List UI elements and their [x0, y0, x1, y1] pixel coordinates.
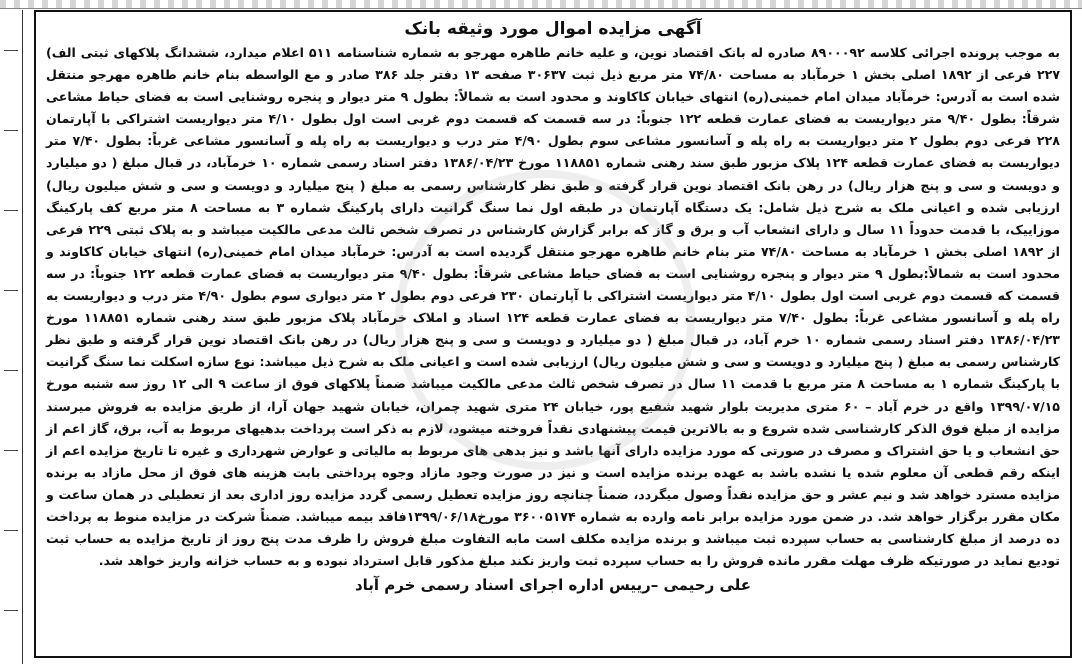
margin-tick	[4, 50, 18, 51]
margin-tick	[4, 210, 18, 211]
margin-tick	[4, 610, 18, 611]
margin-tick	[4, 450, 18, 451]
auction-notice	[34, 10, 1072, 658]
page-top-border	[0, 0, 1082, 9]
notice-title: آگهی مزایده اموال مورد وثیقه بانک	[404, 19, 702, 39]
margin-tick	[4, 530, 18, 531]
notice-signature: علی رحیمی –رییس اداره اجرای اسناد رسمی خرم آباد	[354, 576, 752, 595]
margin-tick	[4, 130, 18, 131]
page-left-margin	[0, 10, 23, 664]
notice-body: به موجب پرونده اجرائی کلاسه ۸۹۰۰۰۹۲ صادره له بانک اقتصاد نوین، و علیه خانم طاهره مهرجو به شماره شناسنامه ۵۱۱ اعلام میدارد، ششدانگ پلاکهای ثبتی الف) ۲۲۷ فرعی از ۱۸۹۲ اصلی بخش ۱ خرمآباد به مساحت ۷۴/۸۰ متر مربع ذیل ثبت ۳۰۶۳۷ صفحه ۱۳ دفتر جلد ۳۸۶ صادر و مع الواسطه بنام خانم طاهره مهرجو منتقل شده است به آدرس: خرمآباد میدان امام خمینی(ره) انتهای خیابان کاکاوند و محدود است به شمالاً: بطول ۹ متر دیوار و پنجره روشنایی است به فضای حیاط مشاعی شرقاً: بطول ۹/۴۰ متر دیواریست به فضای عمارت قطعه ۱۲۲ جنوباً: در سه قسمت که قسمت دوم غربی است اول بطول ۴/۱۰ متر دیواریست اشتراکی با آپارتمان ۲۲۸ فرعی دوم بطول ۲ متر دیواریست به راه پله و آسانسور مشاعی سوم بطول ۴/۹۰ متر درب و دیواریست به راه پله و آسانسور مشاعی غرباً: بطول ۷/۴۰ متر دیواریست به فضای عمارت قطعه ۱۲۴ پلاک مزبور طبق سند رهنی شماره ۱۱۸۸۵۱ مورخ ۱۳۸۶/۰۴/۲۳ دفتر اسناد رسمی شماره ۱۰ خرمآباد، در قبال مبلغ ( دو میلیارد و دویست و سی و پنج هزار ریال) در رهن بانک اقتصاد نوین قرار گرفته و طبق نظر کارشناس رسمی به مبلغ ( پنج میلیارد و دویست و سی و شش میلیون ریال) ارزیابی شده و اعیانی ملک به شرح ذیل شامل: یک دستگاه آپارتمان در طبقه اول نما سنگ گرانیت دارای پارکینگ شماره ۳ به مساحت ۸ متر مربع کف پارکینگ موزاییک، با قدمت حدوداً ۱۱ سال و دارای انشعاب آب و برق و گاز که برابر گزارش کارشناس در تصرف شخص ثالث مدعی مالکیت میباشد و به پلاک ثبتی ۲۲۹ فرعی از ۱۸۹۲ اصلی بخش ۱ خرمآباد به مساحت ۷۴/۸۰ متر بنام خانم طاهره مهرجو منتقل گردیده است به آدرس: خرمآباد میدان امام خمینی(ره) انتهای خیابان کاکاوند و محدود است به شمالاً:بطول ۹ متر دیوار و پنجره روشنایی است به فضای حیاط مشاعی شرقاً: بطول ۹/۴۰ متر دیواریست به فضای عمارت قطعه ۱۲۲ جنوباً: در سه قسمت که قسمت دوم غربی است اول بطول ۴/۱۰ متر دیواریست اشتراکی با آپارتمان ۲۳۰ فرعی دوم بطول ۲ متر دیواری سوم بطول ۴/۹۰ متر درب و دیواریست به راه پله و آسانسور مشاعی غرباً: بطول ۷/۴۰ متر دیواریست به فضای عمارت قطعه ۱۲۴ اسناد و املاک خرمآباد پلاک مزبور طبق سند رهنی شماره ۱۱۸۸۵۱ مورخ ۱۳۸۶/۰۴/۲۳ دفتر اسناد رسمی شماره ۱۰ خرم آباد، در قبال مبلغ ( دو میلیارد و دویست و سی و پنج هزار ریال) در رهن بانک اقتصاد نوین قرار گرفته و طبق نظر کارشناس رسمی به مبلغ ( پنج میلیارد و دویست و سی و شش میلیون ریال) ارزیابی شده است و اعیانی ملک به شرح ذیل میباشد: نوع سازه اسکلت نما سنگ گرانیت با پارکینگ شماره ۱ به مساحت ۸ متر مربع با قدمت ۱۱ سال در تصرف شخص ثالث مدعی مالکیت میباشد ضمناً پلاکهای فوق از ساعت ۹ الی ۱۲ روز سه شنبه مورخ ۱۳۹۹/۰۷/۱۵ واقع در خرم آباد – ۶۰ متری مدیریت بلوار شهید شفیع پور، خیابان ۲۴ متری شهید چمران، خیابان شهید جهان آرا، از طریق مزایده به فروش میرسند مزایده از مبلغ فوق الذکر کارشناسی شده شروع و به بالاترین قیمت پیشنهادی نقداً فروخته میشود، لازم به ذکر است پرداخت بدهیهای مربوط به آب، برق، گاز اعم از حق انشعاب و یا حق اشتراک و مصرف در صورتی که مورد مزایده دارای آنها باشد و نیز بدهی های مربوط به مالیاتی و عوارض شهرداری و غیره تا تاریخ مزایده اعم از اینکه رقم قطعی آن معلوم شده یا نشده باشد به عهده برنده مزایده است و نیز در صورت وجود مازاد وجوه پرداختی بابت هزینه های فوق از محل مازاد به برنده مزایده مسترد خواهد شد و نیم عشر و حق مزایده نقداً وصول میگردد، ضمناً چنانچه روز مزایده تعطیل رسمی گردد مزایده روز اداری بعد از تعطیلی در همان ساعت و مکان مقرر برگزار خواهد شد. در ضمن مورد مزایده برابر نامه وارده به شماره ۳۶۰۰۵۱۷۴ مورخ۱۳۹۹/۰۶/۱۸فاقد بیمه میباشد. ضمناً شرکت در مزایده منوط به پرداخت ده درصد از مبلغ کارشناسی به حساب سپرده ثبت میباشد و برنده مزایده مکلف است مابه التفاوت مبلغ فروش را ظرف مدت پنج روز از تاریخ مزایده به حساب ثبت تودیع نماید در صورتیکه ظرف مهلت مقرر مانده فروش را به حساب سپرده ثبت واریز نکند مبلغ مذکور قابل استرداد نبوده و به حساب خزانه واریز خواهد شد.	[46, 45, 1061, 569]
margin-tick	[4, 370, 18, 371]
margin-tick	[4, 290, 18, 291]
